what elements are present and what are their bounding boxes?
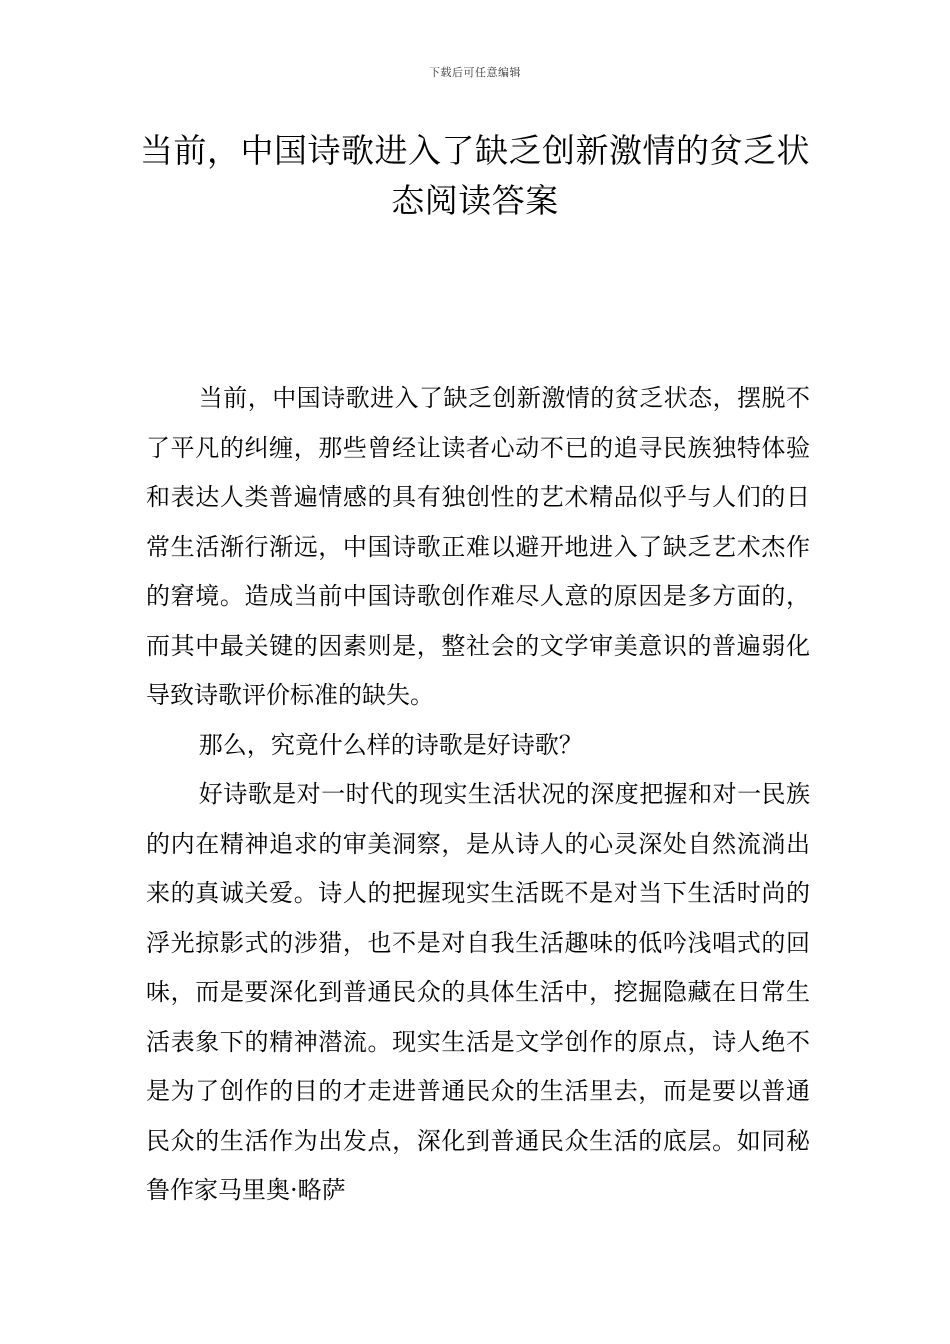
paragraph: 那么，究竟什么样的诗歌是好诗歌？ <box>198 730 583 759</box>
document-body <box>146 374 810 1216</box>
document-title: 当前，中国诗歌进入了缺乏创新激情的贫乏状态阅读答案 <box>140 131 810 220</box>
paragraph: 好诗歌是对一时代的现实生活状况的深度把握和对一民族的内在精神追求的审美洞察，是从诗人的心灵深处自然流淌出来的真诚关爱。诗人的把握现实生活既不是对当下生活时尚的浮光掠影式的涉猎，也不是对自我生活趣味的低吟浅唱式的回味，而是要深化到普通民众的具体生活中，挖掘隐藏在日常生活表象下的精神潜流。现实生活是文学创作的原点，诗人绝不是为了创作的目的才走进普通民众的生活里去，而是要以普通民众的生活作为出发点，深化到普通民众生活的底层。如同秘鲁作家马里奥·略萨 <box>146 780 810 1204</box>
header-note: 下载后可任意编辑 <box>429 66 521 79</box>
paragraph: 当前，中国诗歌进入了缺乏创新激情的贫乏状态，摆脱不了平凡的纠缠，那些曾经让读者心动不已的追寻民族独特体验和表达人类普遍情感的具有独创性的艺术精品似乎与人们的日常生活渐行渐远，中国诗歌正难以避开地进入了缺乏艺术杰作的窘境。造成当前中国诗歌创作难尽人意的原因是多方面的，而其中最关键的因素则是，整社会的文学审美意识的普遍弱化导致诗歌评价标准的缺失。 <box>146 384 810 709</box>
